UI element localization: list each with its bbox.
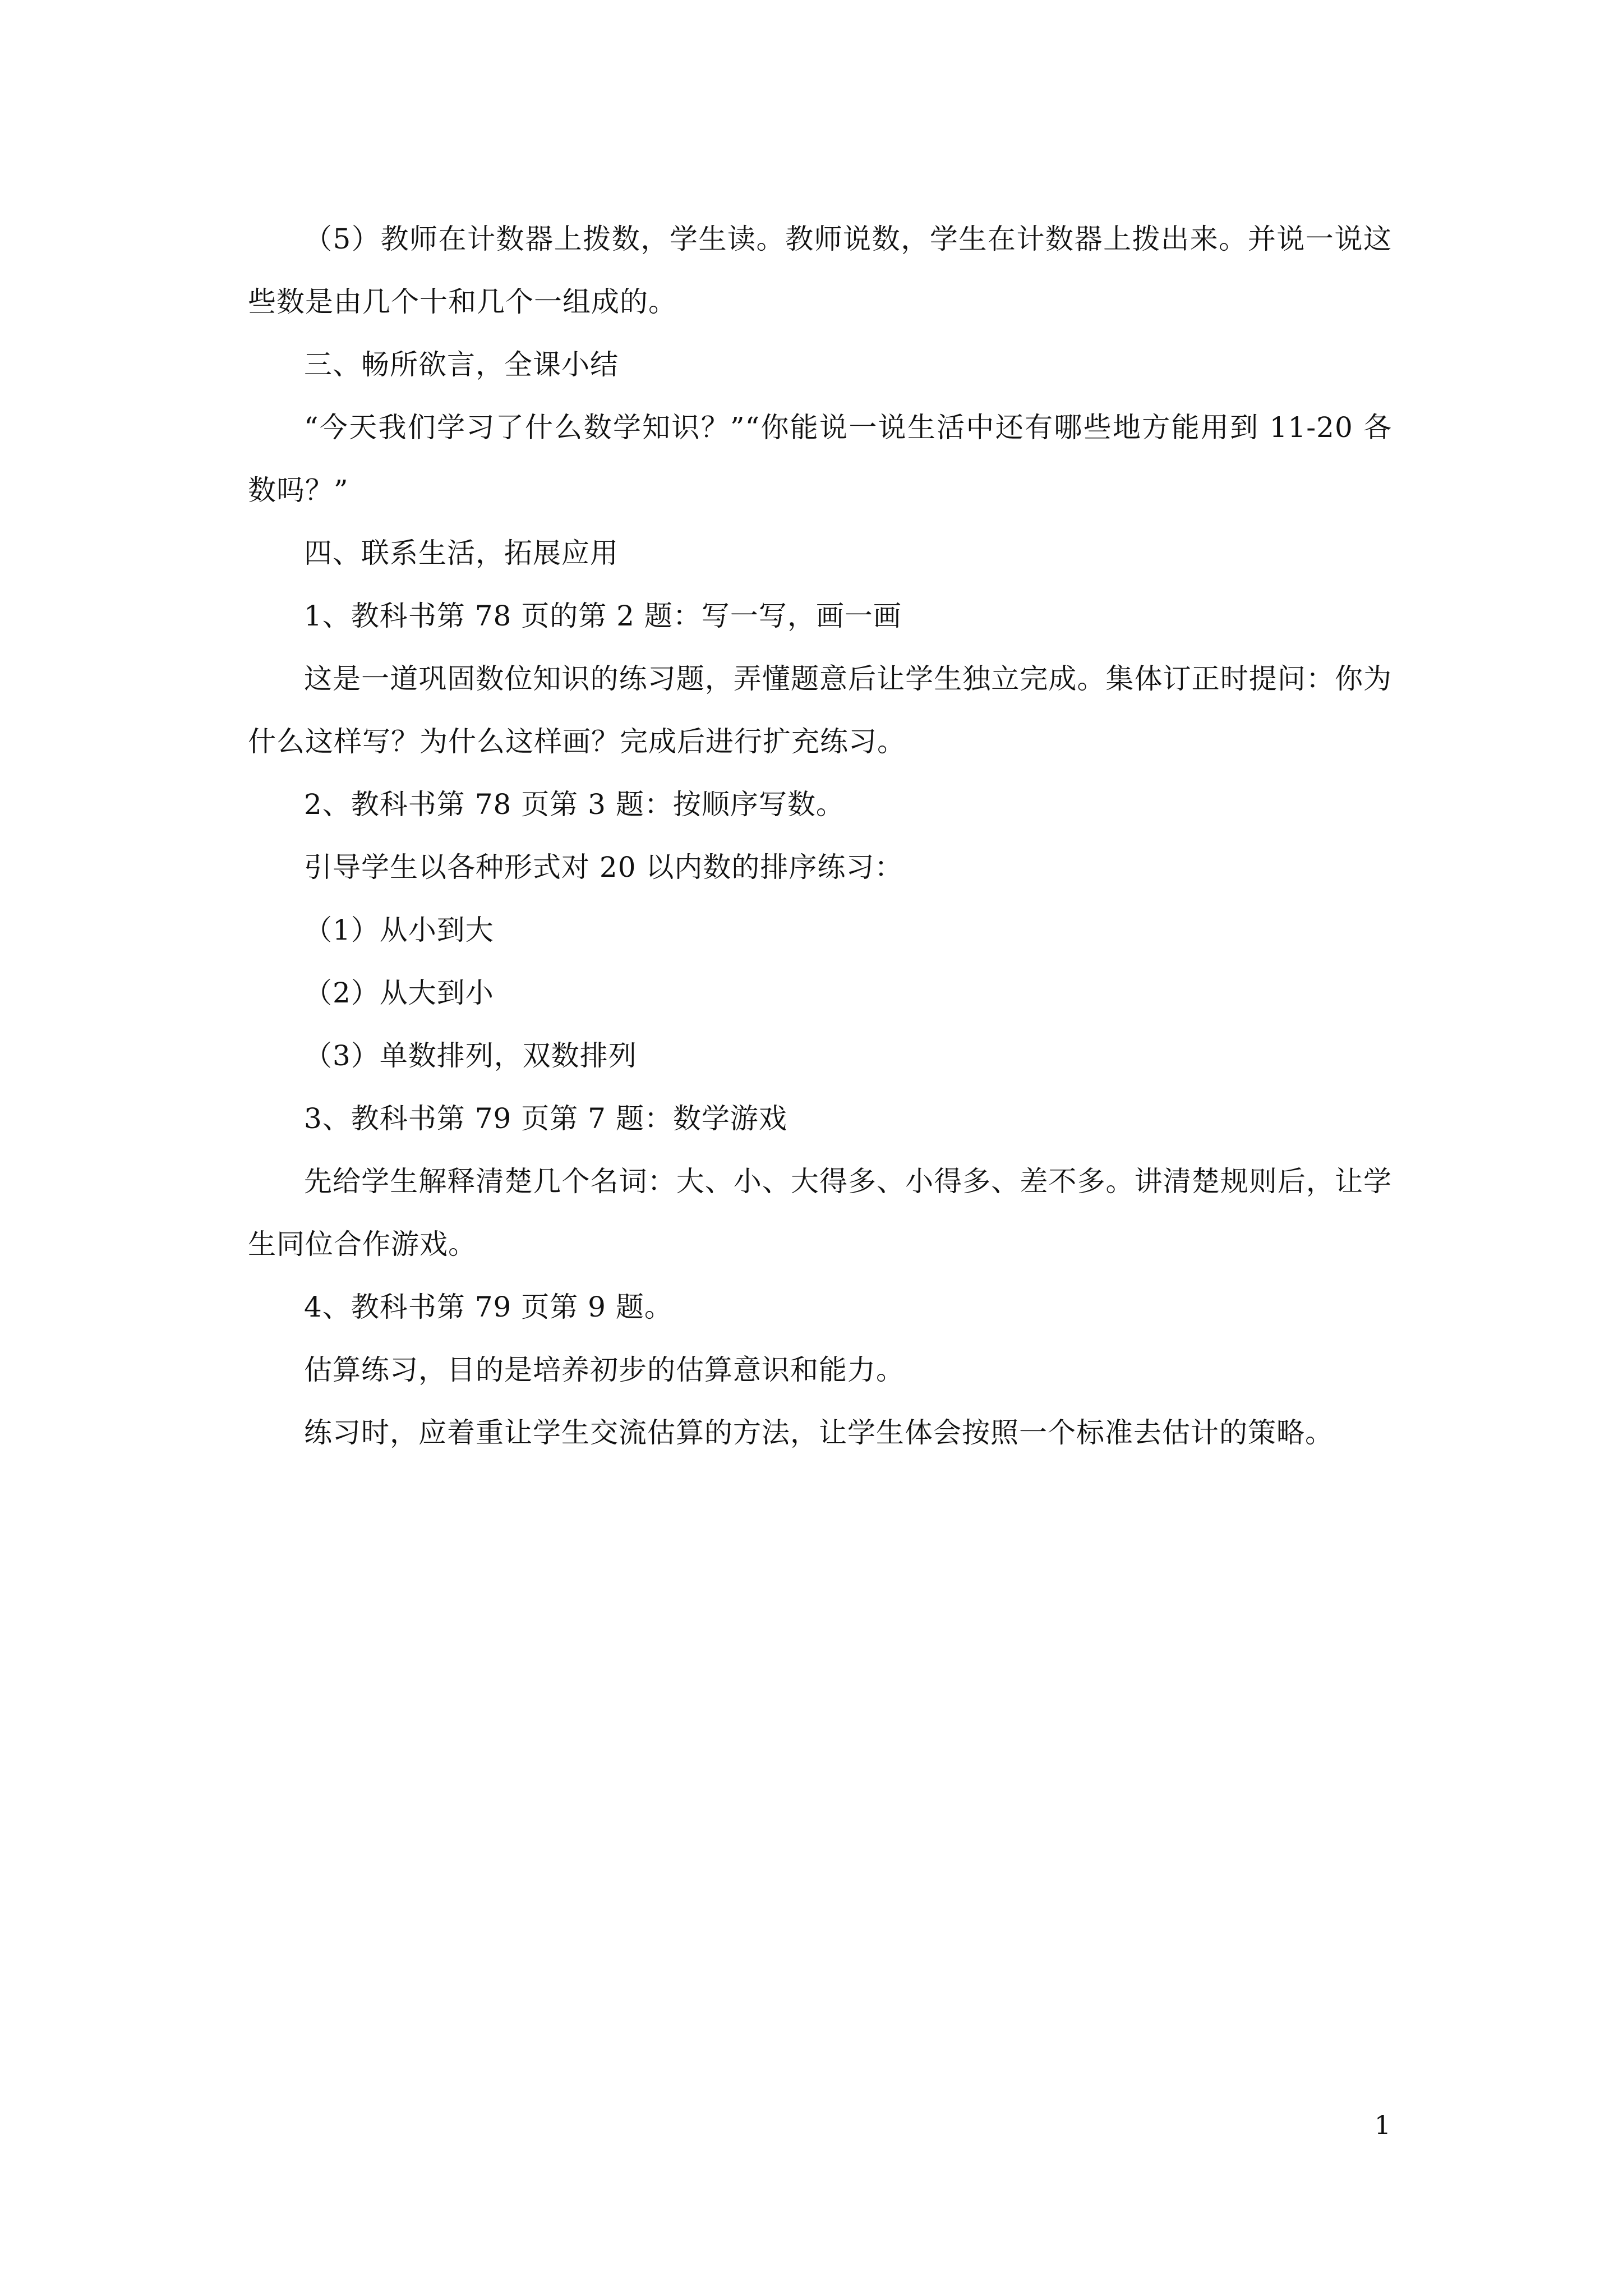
- exercise-item-2: 2、教科书第 78 页第 3 题：按顺序写数。: [304, 788, 845, 821]
- paragraph-exercise-1-notes: 这是一道巩固数位知识的练习题，弄懂题意后让学生独立完成。集体订正时提问：你为什么这样写？为什么这样画？完成后进行扩充练习。: [248, 662, 1392, 758]
- document-body: [248, 208, 1392, 1464]
- sub-item-1: （1）从小到大: [304, 914, 494, 946]
- section-heading-summary: 三、畅所欲言，全课小结: [304, 348, 619, 381]
- sub-item-2: （2）从大到小: [304, 977, 494, 1009]
- paragraph-estimation-purpose: 估算练习，目的是培养初步的估算意识和能力。: [304, 1354, 905, 1386]
- page-number: 1: [1374, 2110, 1391, 2140]
- paragraph-step-5: （5）教师在计数器上拨数，学生读。教师说数，学生在计数器上拨出来。并说一说这些数是由几个十和几个一组成的。: [248, 223, 1392, 318]
- exercise-item-3: 3、教科书第 79 页第 7 题：数学游戏: [304, 1102, 787, 1135]
- sub-item-3: （3）单数排列，双数排列: [304, 1039, 637, 1072]
- paragraph-summary-questions: “今天我们学习了什么数学知识？”“你能说一说生活中还有哪些地方能用到 11-20 各数吗？”: [248, 411, 1392, 507]
- section-heading-application: 四、联系生活，拓展应用: [304, 537, 619, 569]
- exercise-item-1: 1、教科书第 78 页的第 2 题：写一写，画一画: [304, 600, 902, 632]
- exercise-item-4: 4、教科书第 79 页第 9 题。: [304, 1291, 673, 1323]
- paragraph-estimation-method: 练习时，应着重让学生交流估算的方法，让学生体会按照一个标准去估计的策略。: [304, 1416, 1334, 1449]
- paragraph-exercise-2-intro: 引导学生以各种形式对 20 以内数的排序练习：: [304, 851, 903, 884]
- paragraph-exercise-3-notes: 先给学生解释清楚几个名词：大、小、大得多、小得多、差不多。讲清楚规则后，让学生同位合作游戏。: [248, 1165, 1392, 1260]
